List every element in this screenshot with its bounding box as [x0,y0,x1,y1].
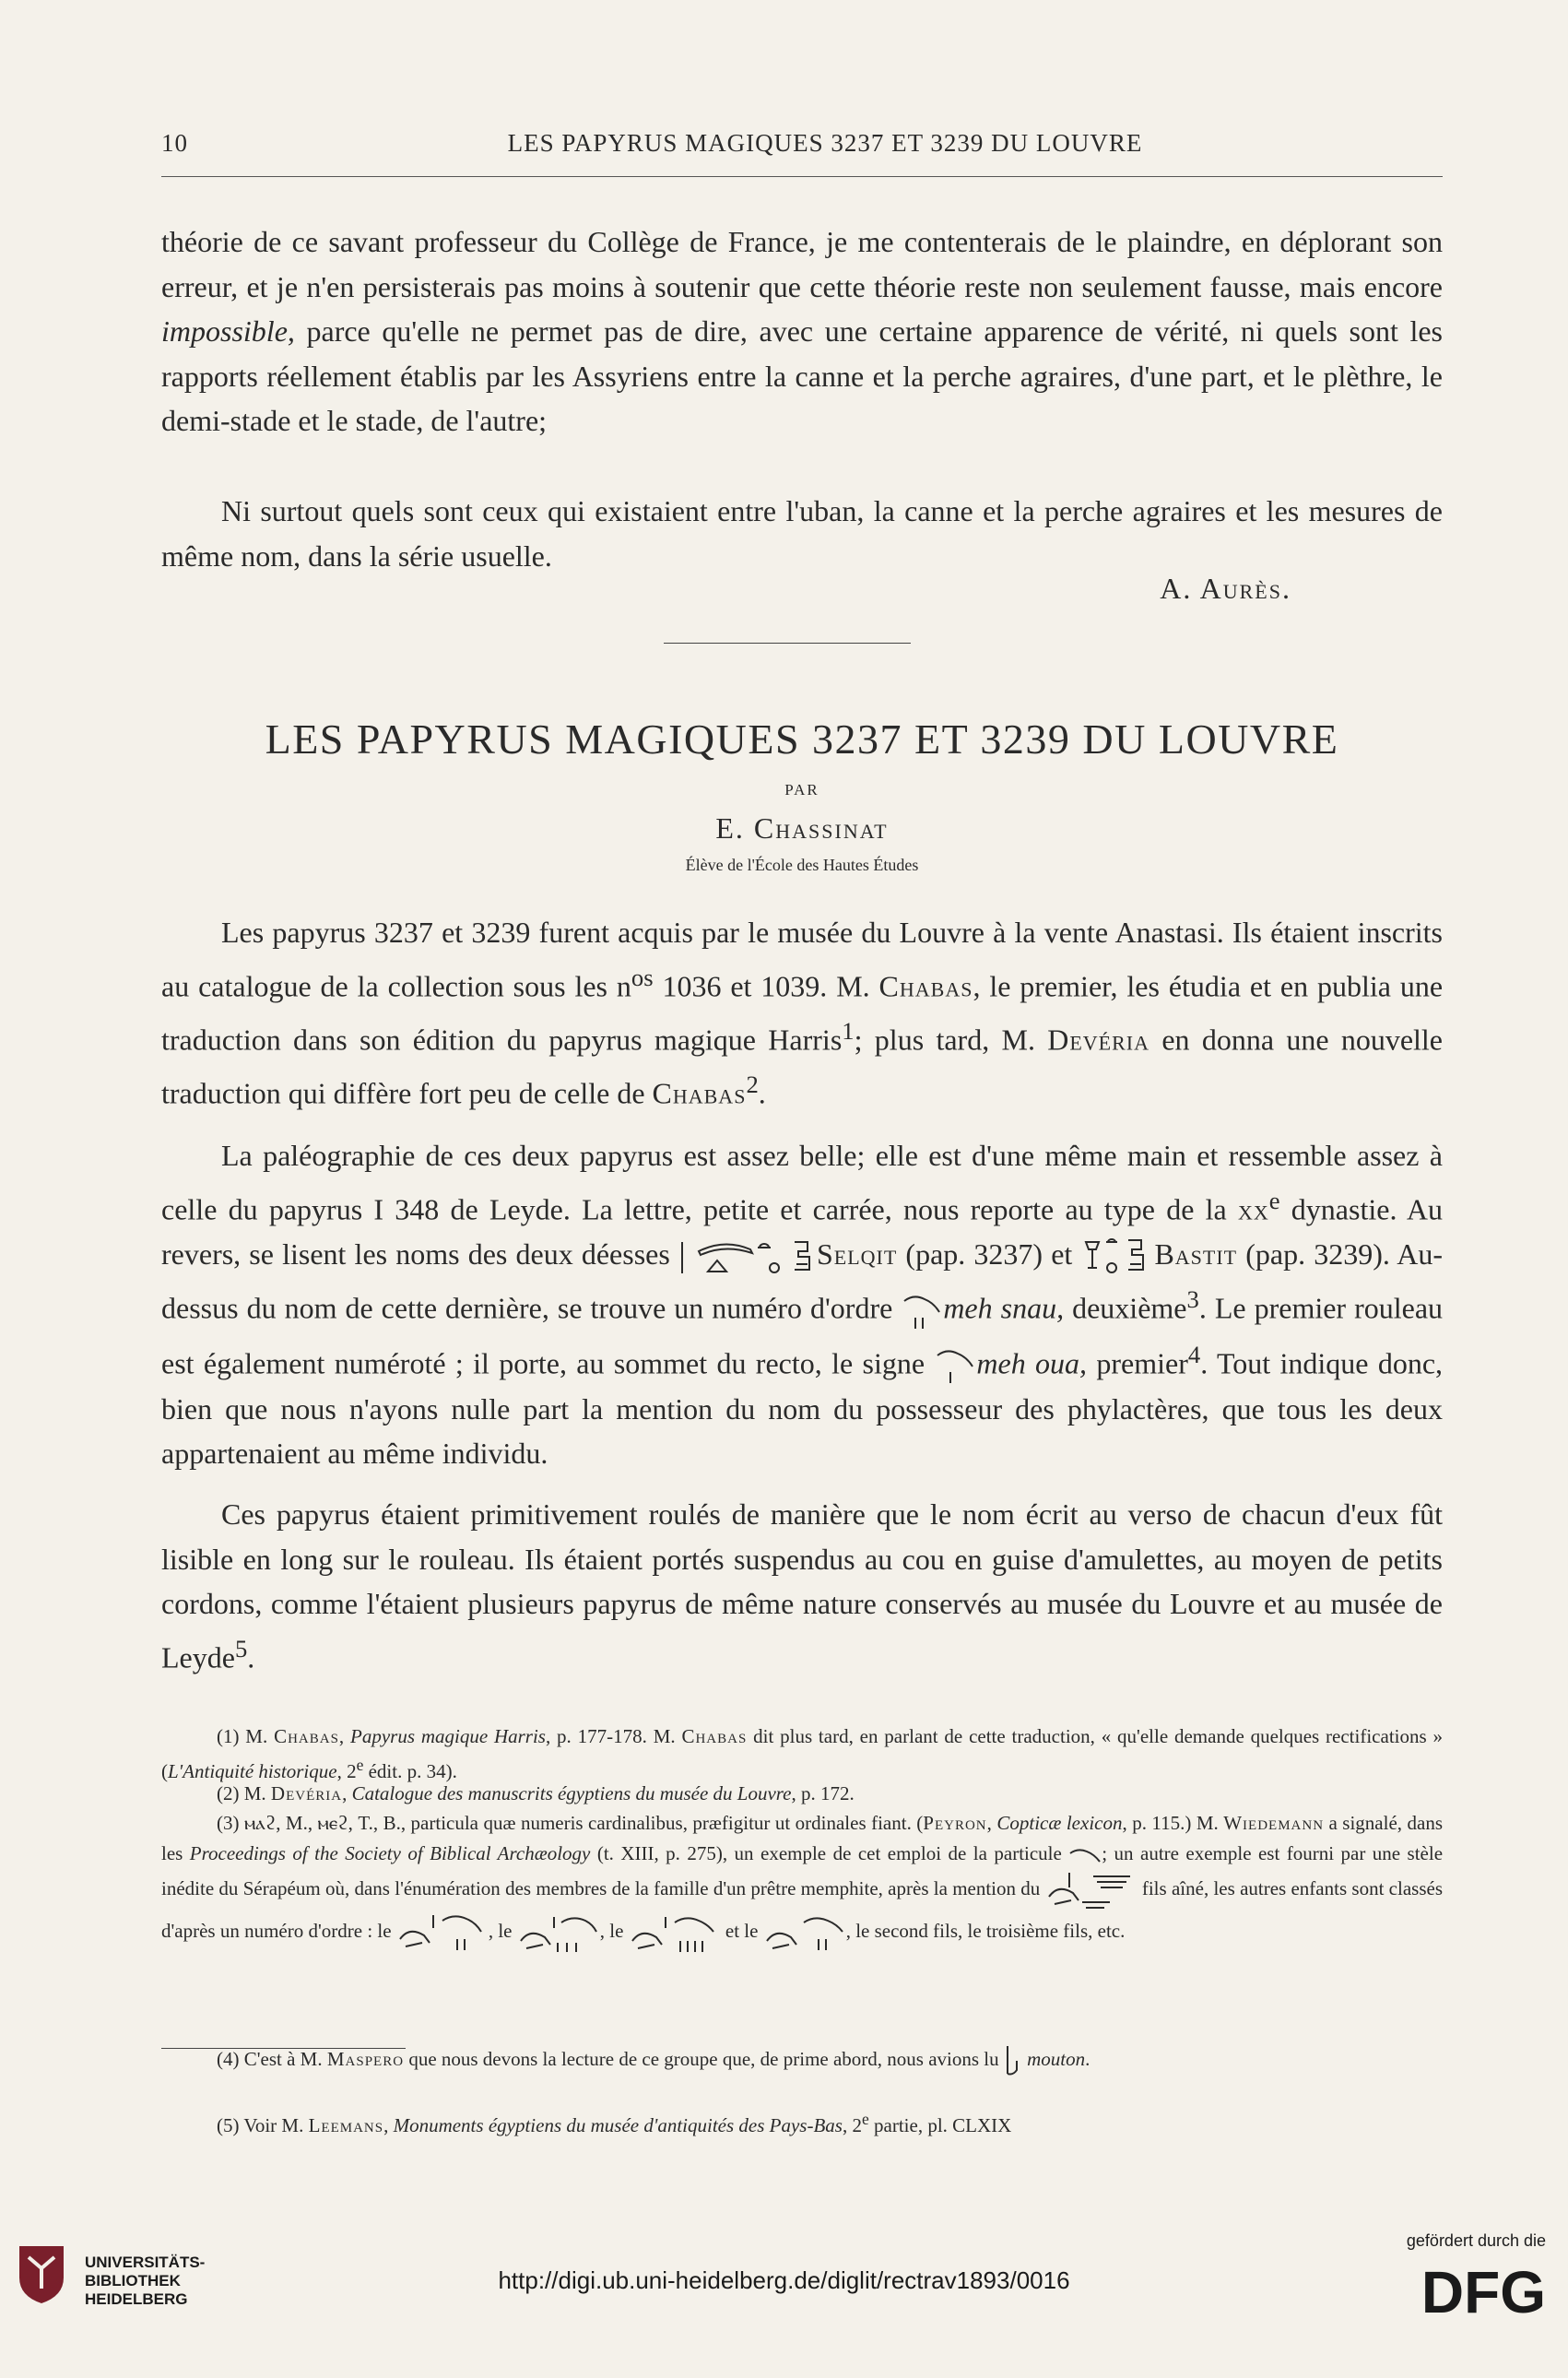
work-title: Papyrus magique Harris [350,1725,546,1747]
text-run: (2) M. [217,1782,271,1804]
text-run: et le [720,1919,763,1942]
text-run: , le second fils, le troisième fils, etc. [845,1919,1126,1942]
text-run: partie, pl. CLXIX [868,2114,1012,2136]
text-run: fils aîné, les autres enfants sont classés d'après un numéro d'ordre : le [161,1876,1443,1942]
text-run: , 2 [336,1760,357,1782]
text-run: Les papyrus 3237 et 3239 furent acquis par le musée du Louvre à la vente Anastasi. Ils étaient inscrits au catalogue de la collection sous les n [161,916,1443,1003]
text-run: (pap. 3237) et [897,1236,1081,1271]
article-title: LES PAPYRUS MAGIQUES 3237 ET 3239 DU LOUVRE [265,716,1339,763]
selqit-hieroglyph-icon [678,1236,817,1277]
second-son-alt-hieroglyph-icon [763,1911,846,1954]
text-run: premier [1087,1346,1188,1380]
text-run: , 2 [842,2114,862,2136]
meh-snau-hieroglyph-icon [901,1292,943,1332]
fourth-son-hieroglyph-icon [629,1911,721,1954]
superscript: e [1268,1186,1280,1214]
work-title: Catalogue des manuscrits égyptiens du musée du Louvre [351,1782,792,1804]
superscript: e [356,1756,364,1774]
header-rule [161,176,1443,177]
work-title: L'Antiquité historique [168,1760,337,1782]
mouton-hieroglyph-icon [1004,2044,1022,2077]
text-run: , le premier, les étudia et en publia une traduction dans son édition du papyrus magique Harris [161,969,1444,1057]
article-separator [664,643,911,644]
article-paragraph-1 [161,910,1443,1116]
person-name: Chabas [681,1725,748,1747]
author-affiliation: Élève de l'École des Hautes Études [685,856,919,874]
text-run: a signalé, dans les [161,1812,1443,1864]
page-number: 10 [161,129,188,157]
person-name: Devéria [270,1782,343,1804]
text-run: . [1085,2047,1091,2070]
work-title: Monuments égyptiens du musée d'antiquités des Pays-Bas [393,2114,843,2136]
permalink-url[interactable]: http://digi.ub.uni-heidelberg.de/diglit/rectrav1893/0016 [498,2266,1070,2294]
text-run: . Le premier rouleau est également numéroté ; il porte, au sommet du recto, le signe [161,1291,1444,1380]
superscript: os [631,963,654,991]
person-name: Maspero [326,2047,405,2070]
text-run: théorie de ce savant professeur du Collège de France, je me contenterais de le plaindre, en déplorant son erreur, et je n'en persisterais pas moins à soutenir que cette théorie reste non seulement fausse, mais encore [161,225,1443,303]
work-title: Proceedings of the Society of Biblical Archæology [189,1842,591,1864]
text-run: , p. 115.) M. [1122,1812,1224,1834]
text-run: (3) [217,1812,244,1834]
running-title: LES PAPYRUS MAGIQUES 3237 ET 3239 DU LOUVRE [507,129,1143,157]
university-line: BIBLIOTHEK [85,2272,181,2289]
transliteration: meh snau, [943,1291,1065,1325]
person-name: Devéria [1047,1023,1150,1057]
footnote-2 [161,1780,1443,1808]
text-run: , p. 177-178. M. [545,1725,682,1747]
text-run: . [247,1640,255,1674]
university-line: UNIVERSITÄTS- [85,2254,206,2271]
coptic-word: ⲙⲁϩ [243,1812,277,1834]
text-run: , le [599,1919,629,1942]
text-run: dynastie. Au revers, se lisent les noms des deux déesses [161,1192,1444,1271]
signature: A. Aurès. [1160,572,1291,605]
text-run: édit. p. 34). [363,1760,457,1782]
text-run: , [383,2114,394,2136]
digitization-footer [0,2213,1568,2378]
text-run: , [342,1782,352,1804]
text-run: La paléographie de ces deux papyrus est assez belle; elle est d'une même main et ressemble assez à celle du papyrus I 348 de Leyde. La lettre, petite et carrée, nous reporte au type de la [161,1139,1443,1226]
prev-article-paragraph-2 [161,489,1443,578]
footnote-5 [161,2105,1443,2140]
footnote-ref: 4 [1187,1340,1201,1368]
article-paragraph-3 [161,1492,1443,1680]
footnote-1 [161,1722,1443,1786]
article-author: E. Chassinat [715,811,889,845]
running-header [161,129,1452,166]
person-name: Chabas [652,1076,747,1110]
text-run: . [758,1076,766,1110]
text-run: ; un autre exemple est fourni par une stèle inédite du Sérapéum où, dans l'énumération des membres de la famille d'un prêtre memphite, après la mention du [161,1842,1444,1899]
footnote-ref: 2 [746,1070,759,1098]
text-run: dit plus tard, en parlant de cette traduction, « qu'elle demande quelques rectifications » ( [161,1725,1443,1782]
person-name: Peyron [923,1812,987,1834]
emphasis: mouton [1027,2047,1086,2070]
person-name: Leemans [308,2114,384,2136]
text-run: (5) Voir M. [217,2114,309,2136]
text-run: (1) M. [217,1725,275,1747]
text-run: 1036 et 1039. M. [653,969,879,1003]
footnote-ref: 3 [1186,1285,1199,1314]
meh-oua-hieroglyph-icon [934,1346,976,1387]
university-line: HEIDELBERG [85,2290,188,2308]
person-name: Chabas [878,969,973,1003]
dfg-logo [1408,2257,1546,2320]
superscript: e [861,2110,869,2128]
text-run: , p. 172. [791,1782,855,1804]
footnote-4 [161,2044,1443,2077]
person-name: Chabas [274,1725,339,1747]
dfg-logo-text: DFG [1421,2259,1546,2320]
meh-hieroglyph-icon [1068,1846,1102,1864]
footnote-ref: 1 [842,1016,855,1045]
text-run: Ces papyrus étaient primitivement roulés de manière que le nom écrit au verso de chacun d'eux fût lisible en long sur le rouleau. Ils étaient portés suspendus au cou en guise d'amulettes, au moyen de petits cordons, comme l'étaient plusieurs papyrus de même nature conservés au musée du Louvre et au musée de Leyde [161,1497,1443,1674]
text-run: , [338,1725,350,1747]
text-run: que nous devons la lecture de ce groupe que, de prime abord, nous avions lu [404,2047,1004,2070]
text-run: (pap. 3239). Au-dessus du nom de cette dernière, se trouve un numéro d'ordre [161,1236,1444,1325]
transliteration: meh oua, [976,1346,1088,1380]
text-run: en donna une nouvelle traduction qui diffère fort peu de celle de [161,1023,1444,1110]
funded-by-label: gefördert durch die [1406,2231,1546,2250]
text-run: ; plus tard, M. [854,1023,1048,1057]
text-run: , le [488,1919,517,1942]
text-run: , M., [276,1812,318,1834]
footnote-ref: 5 [234,1634,248,1662]
footnote-3 [161,1808,1443,1954]
article-paragraph-2 [161,1133,1443,1476]
text-run: , [986,1812,997,1834]
emphasis: impossible, [161,314,295,348]
text-run: parce qu'elle ne permet pas de dire, avec une certaine apparence de vérité, ni quels sont les rapports réellement établis par les Assyriens entre la canne et la perche agraires, d'une part, et le plèthre, le demi-stade et le stade, de l'autre; [161,314,1443,437]
person-name: Wiedemann [1223,1812,1325,1834]
text-run: Ni surtout quels sont ceux qui existaient entre l'uban, la canne et la perche agraires et les mesures de même nom, dans la série usuelle. [161,494,1443,573]
text-run: , T., B., particula quæ numeris cardinalibus, præfigitur ut ordinales fiant. ( [348,1812,924,1834]
century-numeral: xx [1237,1192,1269,1226]
work-title: Copticæ lexicon [996,1812,1123,1834]
text-run: (4) C'est à M. [217,2047,327,2070]
coptic-word: ⲙⲉϩ [317,1812,348,1834]
second-son-hieroglyph-icon [396,1911,489,1954]
prev-article-paragraph-1 [161,219,1443,444]
text-run: (t. XIII, p. 275), un exemple de cet emploi de la particule [590,1842,1069,1864]
text-run: deuxième [1064,1291,1187,1325]
text-run: . Tout indique donc, bien que nous n'ayons nulle part la mention du nom du possesseur des phylactères, que tous les deux appartenaient au même individu. [161,1346,1444,1471]
article-by: PAR [784,781,819,799]
eldest-son-hieroglyph-icon [1045,1869,1138,1911]
goddess-name: Selqit [816,1236,898,1271]
goddess-name: Bastit [1154,1236,1238,1271]
bastit-hieroglyph-icon [1080,1236,1154,1277]
third-son-hieroglyph-icon [517,1911,600,1954]
